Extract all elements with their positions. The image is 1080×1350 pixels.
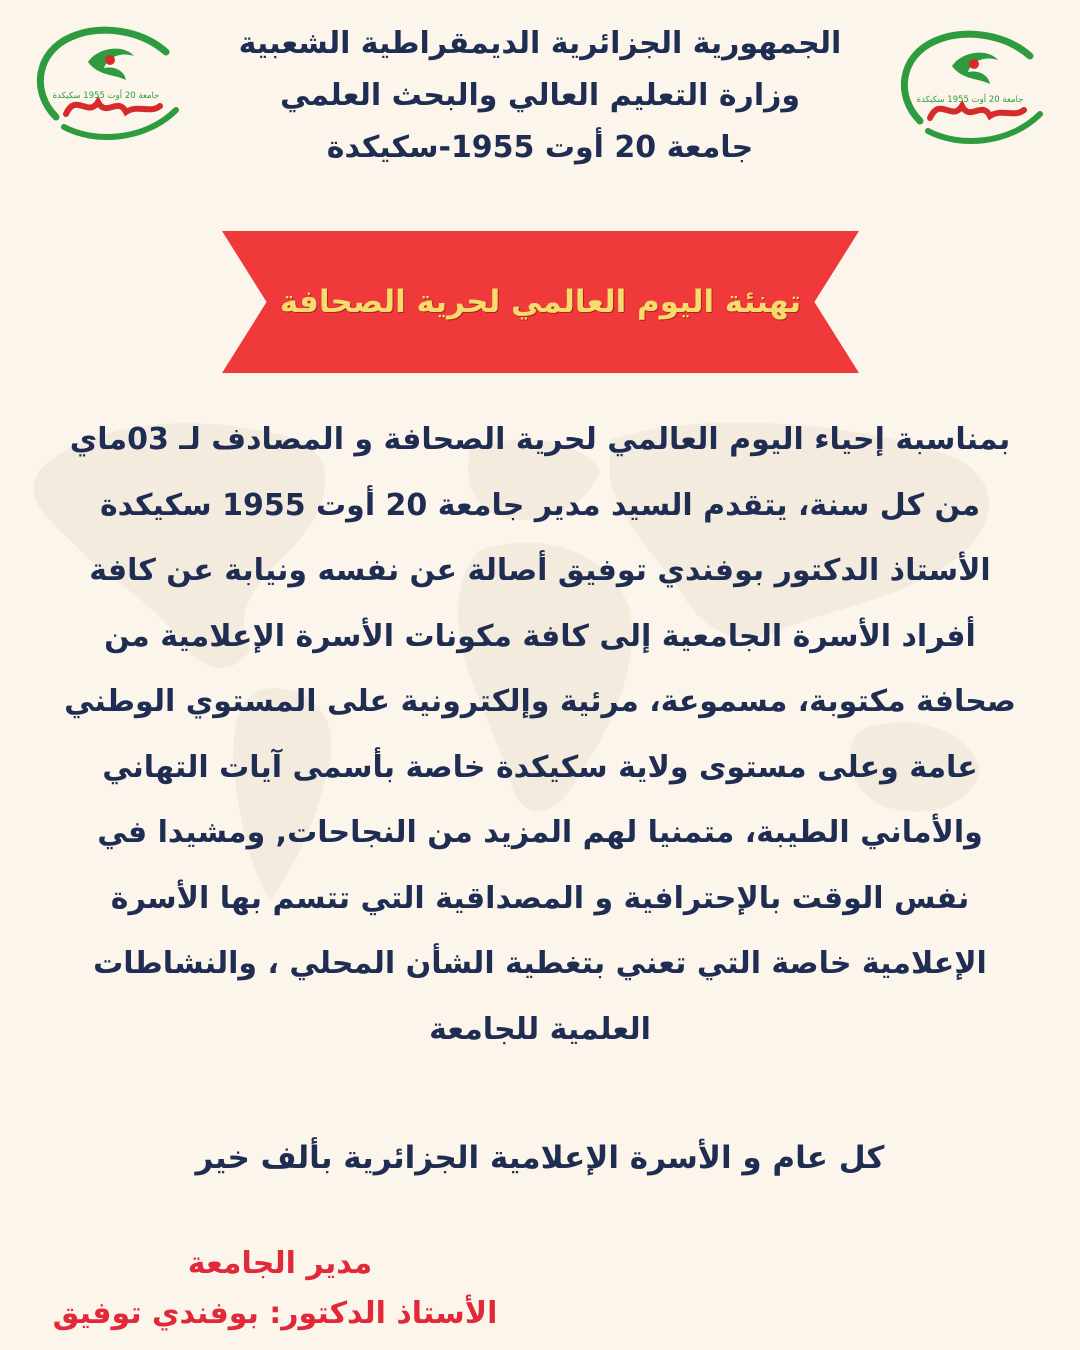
body-line: صحافة مكتوبة، مسموعة، مرئية وإلكترونية على المستوي الوطني xyxy=(64,684,1016,719)
body-line: من كل سنة، يتقدم السيد مدير جامعة 20 أوت 1955 سكيكدة xyxy=(99,487,981,523)
body-line: عامة وعلى مستوى ولاية سكيكدة خاصة بأسمى آيات التهاني xyxy=(102,749,978,785)
university-logo-icon xyxy=(26,22,186,142)
signature-title: مدير الجامعة xyxy=(187,1246,373,1281)
body-line: الإعلامية خاصة التي تعني بتغطية الشأن المحلي ، والنشاطات xyxy=(93,946,987,981)
signature-name: الأستاذ الدكتور: بوفندي توفيق xyxy=(52,1296,498,1331)
body-line: الأستاذ الدكتور بوفندي توفيق أصالة عن نفسه ونيابة عن كافة xyxy=(89,553,991,588)
body-line: أفراد الأسرة الجامعية إلى كافة مكونات الأسرة الإعلامية من xyxy=(104,618,976,654)
svg-text:جامعة 20 أوت 1955 سكيكدة: جامعة 20 أوت 1955 سكيكدة xyxy=(916,95,1024,105)
banner-title: تهنئة اليوم العالمي لحرية الصحافة xyxy=(279,284,802,320)
message-body xyxy=(18,407,1062,1062)
header-line-republic: الجمهورية الجزائرية الديمقراطية الشعبية xyxy=(238,26,842,61)
body-line: العلمية للجامعة xyxy=(429,1011,651,1047)
svg-text:جامعة 20 أوت 1955 سكيكدة: جامعة 20 أوت 1955 سكيكدة xyxy=(52,91,160,101)
institution-header xyxy=(190,18,890,174)
header-line-university: جامعة 20 أوت 1955-سكيكدة xyxy=(326,130,754,165)
body-line: والأماني الطيبة، متمنيا لهم المزيد من النجاحات, ومشيدا في xyxy=(97,815,983,850)
closing-greeting: كل عام و الأسرة الإعلامية الجزائرية بألف خير xyxy=(195,1140,885,1176)
university-logo-icon xyxy=(890,26,1050,146)
body-line: بمناسبة إحياء اليوم العالمي لحرية الصحافة و المصادف لـ 03ماي xyxy=(69,422,1011,457)
header-line-ministry: وزارة التعليم العالي والبحث العلمي xyxy=(279,78,801,113)
body-line: نفس الوقت بالإحترافية و المصداقية التي تتسم بها الأسرة xyxy=(110,880,970,916)
